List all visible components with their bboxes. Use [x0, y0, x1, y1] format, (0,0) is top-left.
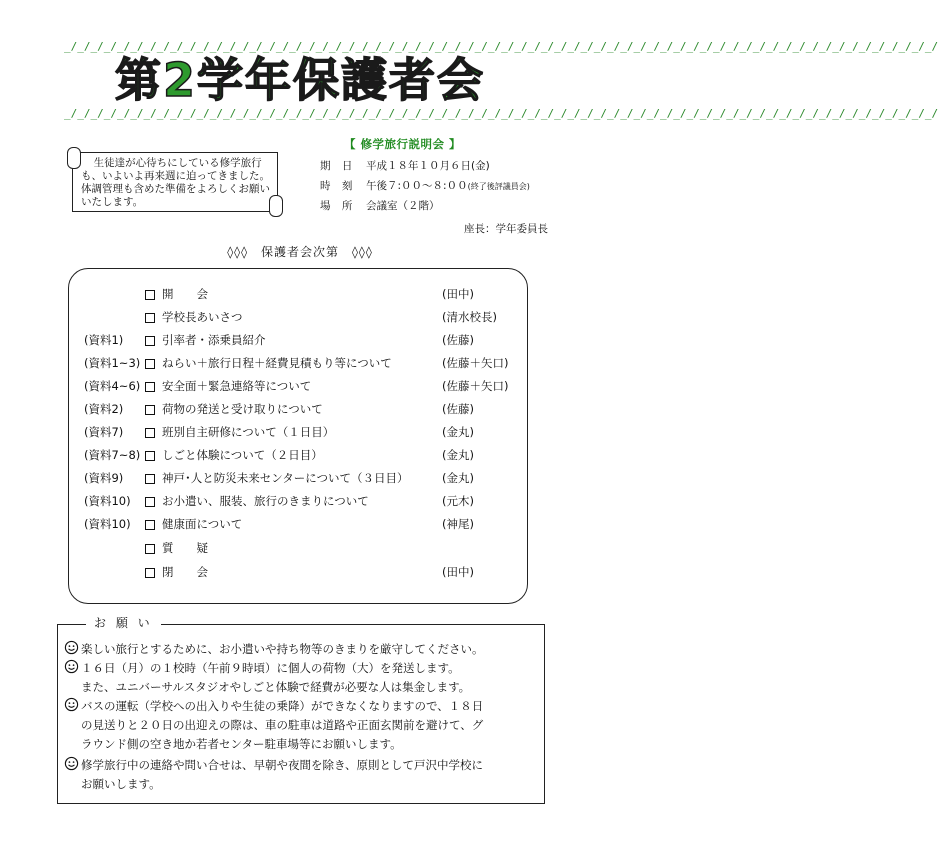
smiley-icon [64, 640, 79, 655]
agenda-person: (佐藤) [442, 402, 474, 416]
agenda-person: (田中) [442, 287, 474, 301]
checkbox-icon [144, 421, 158, 443]
checkbox-icon [144, 283, 158, 305]
agenda-ref: (資料10) [84, 517, 131, 531]
place-row [320, 198, 440, 213]
date-value: 平成１８年１０月６日(金) [366, 160, 490, 172]
request-line [64, 697, 483, 715]
agenda-ref: (資料10) [84, 494, 131, 508]
request-line [81, 678, 470, 696]
place-value: 会議室（２階） [366, 200, 440, 212]
agenda-person: (元木) [442, 494, 474, 508]
checkbox-icon [144, 444, 158, 466]
agenda-item: 質 疑 [162, 541, 208, 555]
agenda-ref: (資料4~6) [84, 379, 141, 393]
date-label: 期 日 [320, 160, 357, 172]
time-value: 午後７:００～８:００ [366, 180, 468, 192]
checkbox-icon [144, 561, 158, 583]
agenda-row [0, 444, 560, 466]
request-text: バスの運転（学校への出入りや生徒の乗降）ができなくなりますので、１８日 [81, 699, 484, 713]
meeting-name: 【 修学旅行説明会 】 [344, 137, 462, 151]
time-note: (終了後評議員会) [467, 182, 530, 191]
scroll-note [72, 152, 278, 212]
agenda-item: 班別自主研修について（１日目） [162, 425, 335, 439]
requests-title: お 願 い [86, 614, 161, 631]
agenda-ref: (資料1) [84, 333, 124, 347]
agenda-person: (金丸) [442, 425, 474, 439]
request-line [81, 716, 483, 734]
agenda-row [0, 513, 560, 535]
agenda-row [0, 561, 560, 583]
place-label: 場 所 [320, 200, 357, 212]
agenda-row [0, 375, 560, 397]
smiley-icon [64, 756, 79, 771]
checkbox-icon [144, 537, 158, 559]
checkbox-icon [144, 513, 158, 535]
agenda-row [0, 537, 560, 559]
request-line [81, 735, 402, 753]
agenda-row [0, 490, 560, 512]
checkbox-icon [144, 490, 158, 512]
agenda-item: 引率者・添乗員紹介 [162, 333, 266, 347]
agenda-person: (清水校長) [442, 310, 497, 324]
request-line [81, 775, 161, 793]
agenda-row [0, 421, 560, 443]
agenda-person: (金丸) [442, 471, 474, 485]
agenda-person: (田中) [442, 565, 474, 579]
agenda-row [0, 306, 560, 328]
agenda-ref: (資料7) [84, 425, 124, 439]
time-row [320, 178, 530, 193]
request-text: また、ユニバーサルスタジオやしごと体験で経費が必要な人は集金します。 [81, 680, 471, 694]
chair: 座長：学年委員長 [464, 223, 548, 235]
smiley-icon [64, 659, 79, 674]
request-line [64, 659, 460, 677]
agenda-ref: (資料1~3) [84, 356, 141, 370]
agenda-person: (金丸) [442, 448, 474, 462]
agenda-item: ねらい＋旅行日程＋経費見積もり等について [162, 356, 392, 370]
top-decoration-line: _/_/_/_/_/_/_/_/_/_/_/_/_/_/_/_/_/_/_/_/_/_/_/_/_/_/_/_/_/_/_/_/_/_/_/_/_/_/_/_/_/_/_/_/_/_/_/_/_/_/_/_/_/_/_/_/_/_/_/_/_/_/_/_/_/_/ [64, 40, 938, 53]
agenda-heading: ◊◊◊ 保護者会次第 ◊◊◊ [227, 245, 373, 259]
scroll-note-text: 生徒達が心待ちにしている修学旅行も、いよいよ再来週に迫ってきました。体調管理も含めた準備をよろしくお願いいたします。 [81, 157, 270, 208]
checkbox-icon [144, 398, 158, 420]
checkbox-icon [144, 375, 158, 397]
request-line [64, 640, 484, 658]
agenda-item: 閉 会 [162, 565, 208, 579]
time-label: 時 刻 [320, 180, 357, 192]
request-text: １６日（月）の１校時（午前９時頃）に個人の荷物（大）を発送します。 [81, 661, 460, 675]
agenda-row [0, 329, 560, 351]
bottom-decoration-line: _/_/_/_/_/_/_/_/_/_/_/_/_/_/_/_/_/_/_/_/_/_/_/_/_/_/_/_/_/_/_/_/_/_/_/_/_/_/_/_/_/_/_/_/_/_/_/_/_/_/_/_/_/_/_/_/_/_/_/_/_/_/_/_/_/_/ [64, 107, 938, 120]
agenda-item: 神戸･人と防災未来センターについて（３日目） [162, 471, 409, 485]
checkbox-icon [144, 352, 158, 374]
checkbox-icon [144, 306, 158, 328]
request-text: ラウンド側の空き地か若者センター駐車場等にお願いします。 [81, 737, 402, 751]
date-row [320, 158, 490, 173]
agenda-ref: (資料7~8) [84, 448, 141, 462]
smiley-icon [64, 697, 79, 712]
checkbox-icon [144, 329, 158, 351]
agenda-item: しごと体験について（２日目） [162, 448, 323, 462]
agenda-row [0, 467, 560, 489]
agenda-row [0, 352, 560, 374]
agenda-item: 学校長あいさつ [162, 310, 243, 324]
agenda-ref: (資料2) [84, 402, 124, 416]
agenda-person: (佐藤＋矢口) [442, 379, 509, 393]
agenda-person: (佐藤) [442, 333, 474, 347]
agenda-item: 開 会 [162, 287, 208, 301]
request-text: の見送りと２０日の出迎えの際は、車の駐車は道路や正面玄関前を避けて、グ [81, 718, 484, 732]
agenda-item: お小遣い、服装、旅行のきまりについて [162, 494, 369, 508]
request-text: お願いします。 [81, 777, 161, 791]
agenda-item: 安全面＋緊急連絡等について [162, 379, 312, 393]
agenda-row [0, 398, 560, 420]
agenda-item: 荷物の発送と受け取りについて [162, 402, 323, 416]
request-text: 楽しい旅行とするために、お小遣いや持ち物等のきまりを厳守してください。 [81, 642, 484, 656]
page-title: 第2学年保護者会 [114, 53, 485, 107]
request-line [64, 756, 483, 774]
agenda-person: (神尾) [442, 517, 474, 531]
agenda-ref: (資料9) [84, 471, 124, 485]
agenda-row [0, 283, 560, 305]
agenda-item: 健康面について [162, 517, 243, 531]
request-text: 修学旅行中の連絡や問い合せは、早朝や夜間を除き、原則として戸沢中学校に [81, 758, 484, 772]
agenda-person: (佐藤＋矢口) [442, 356, 509, 370]
checkbox-icon [144, 467, 158, 489]
